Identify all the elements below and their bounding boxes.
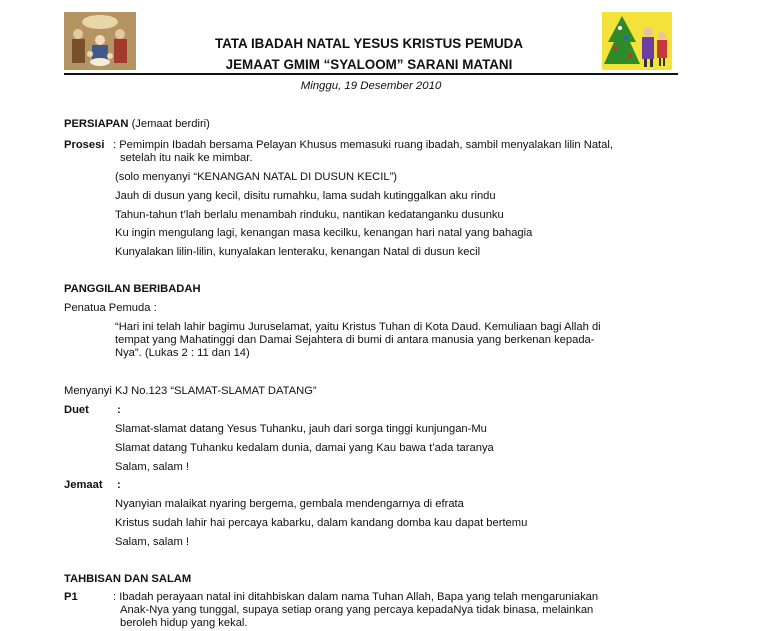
jemaat-line: Nyanyian malaikat nyaring bergema, gembala mendengarnya di efrata (115, 498, 464, 510)
p1-text-line-1: : Ibadah perayaan natal ini ditahbiskan dalam nama Tuhan Allah, Bapa yang telah mengaruniakan (113, 591, 599, 603)
nativity-painting-logo (64, 12, 136, 70)
prosesi-text-line-1: : Pemimpin Ibadah bersama Pelayan Khusus memasuki ruang ibadah, sambil menyalakan lilin Natal, (113, 139, 613, 151)
lyric-line: Tahun-tahun t’lah berlalu menambah rinduku, nantikan kedatanganku dusunku (115, 209, 504, 221)
jemaat-colon: : (117, 479, 121, 491)
p1-text-line-2: Anak-Nya yang tunggal, supaya setiap orang yang percaya kepadaNya tidak binasa, melainkan (120, 604, 594, 616)
jemaat-line: Kristus sudah lahir hai percaya kabarku, dalam kandang domba kau dapat bertemu (115, 517, 528, 529)
panggilan-heading: PANGGILAN BERIBADAH (64, 283, 201, 295)
section-persiapan (64, 117, 210, 132)
persiapan-heading: PERSIAPAN (64, 118, 129, 130)
lyric-line: Kunyalakan lilin-lilin, kunyalakan lenteraku, kenangan Natal di dusun kecil (115, 246, 481, 258)
duet-colon: : (117, 404, 121, 416)
prosesi-text-line-2: setelah itu naik ke mimbar. (120, 152, 253, 164)
p1-text-line-3: beroleh hidup yang kekal. (120, 617, 248, 629)
panggilan-quote-line-2: tempat yang Mahatinggi dan Damai Sejahtera di bumi di antara manusia yang berkenan kepada- (115, 334, 595, 346)
solo-song-note: (solo menyanyi “KENANGAN NATAL DI DUSUN KECIL”) (115, 171, 398, 183)
panggilan-quote-line-1: “Hari ini telah lahir bagimu Juruselamat, yaitu Kristus Tuhan di Kota Daud. Kemuliaan bagi Allah di (115, 321, 601, 333)
prosesi-label: Prosesi (64, 139, 105, 151)
service-date: Minggu, 19 Desember 2010 (300, 80, 442, 92)
header-divider (64, 73, 678, 75)
duet-line: Salam, salam ! (115, 461, 189, 473)
persiapan-note: (Jemaat berdiri) (131, 118, 210, 130)
congregation-title: JEMAAT GMIM “SYALOOM” SARANI MATANI (225, 57, 513, 72)
duet-line: Slamat-slamat datang Yesus Tuhanku, jauh dari sorga tinggi kunjungan-Mu (115, 423, 487, 435)
christmas-tree-illustration-logo (602, 12, 672, 70)
duet-label: Duet (64, 404, 89, 416)
lyric-line: Ku ingin mengulang lagi, kenangan masa kecilku, kenangan hari natal yang bahagia (115, 227, 533, 239)
panggilan-speaker: Penatua Pemuda : (64, 302, 157, 314)
jemaat-line: Salam, salam ! (115, 536, 189, 548)
tahbisan-heading: TAHBISAN DAN SALAM (64, 573, 192, 585)
menyanyi-heading: Menyanyi KJ No.123 “SLAMAT-SLAMAT DATANG” (64, 385, 317, 397)
lyric-line: Jauh di dusun yang kecil, disitu rumahku, lama sudah kutinggalkan aku rindu (115, 190, 496, 202)
document-title: TATA IBADAH NATAL YESUS KRISTUS PEMUDA (215, 36, 523, 51)
jemaat-label: Jemaat (64, 479, 103, 491)
panggilan-quote-line-3: Nya”. (Lukas 2 : 11 dan 14) (115, 347, 250, 359)
p1-label: P1 (64, 591, 78, 603)
duet-line: Slamat datang Tuhanku kedalam dunia, damai yang Kau bawa t’ada taranya (115, 442, 494, 454)
